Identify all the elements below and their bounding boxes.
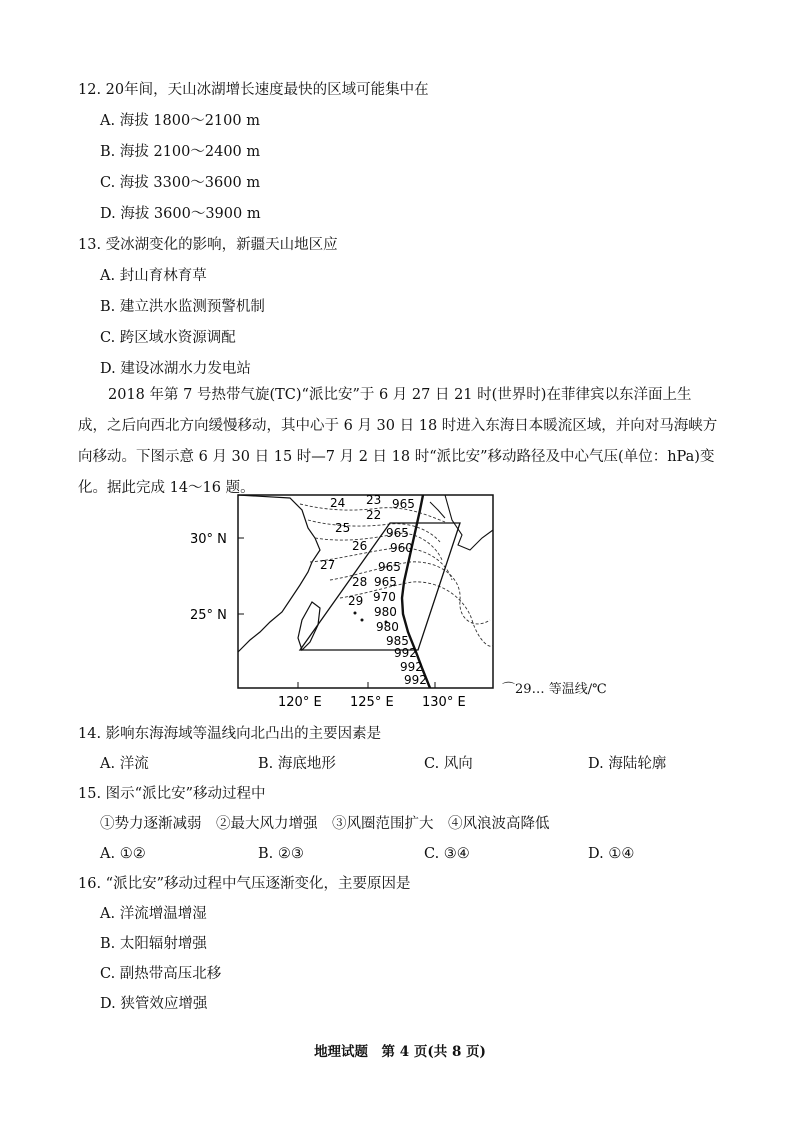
- q12-option-b: B. 海拔 2100～2400 m: [100, 144, 261, 160]
- legend-value: 29: [515, 682, 532, 697]
- legend-dash-icon: ⌒: [502, 682, 516, 697]
- q14-option-b: B. 海底地形: [258, 756, 336, 772]
- q13-option-a: A. 封山育林育草: [100, 268, 207, 284]
- intro-paragraph: 2018 年第 7 号热带气旋(TC)“派比安”于 6 月 27 日 21 时(世界时)在菲律宾以东洋面上生成，之后向西北方向缓慢移动，其中心于 6 月 30 日 18 时进入东海日本暖流区域，并向对马海峡方向移动。下图示意 6 月 30 日 15 时—7 月 2 日 18 时“派比安”移动路径及中心气压(单位：hPa)变化。据此完成 14～16 题。: [78, 387, 718, 496]
- pressure-label: 960: [390, 541, 413, 555]
- isotherm-line: [340, 582, 493, 646]
- pressure-label: 980: [376, 620, 399, 634]
- lon-label-130: 130° E: [422, 695, 466, 710]
- pressure-label: 980: [374, 605, 397, 619]
- legend-dash-icon: …: [531, 682, 549, 697]
- q15-option-c: C. ③④: [424, 846, 470, 862]
- isotherm-label: 22: [366, 508, 382, 522]
- q16-stem: 16. “派比安”移动过程中气压逐渐变化，主要原因是: [78, 876, 411, 892]
- isotherm-label: 29: [348, 594, 364, 608]
- island-dot: [354, 612, 357, 615]
- pressure-label: 992: [394, 646, 417, 660]
- isotherm-label: 23: [366, 493, 382, 507]
- q16-option-d: D. 狭管效应增强: [100, 996, 208, 1012]
- lon-label-120: 120° E: [278, 695, 322, 710]
- pressure-label: 965: [386, 526, 409, 540]
- isotherm-label: 24: [330, 496, 346, 510]
- pressure-label: 965: [392, 497, 415, 511]
- pressure-label: 965: [374, 575, 397, 589]
- pressure-label: 970: [373, 590, 396, 604]
- q15-option-a: A. ①②: [100, 846, 146, 862]
- page-footer: 地理试题 第 4 页(共 8 页): [314, 1044, 486, 1060]
- pressure-label: 992: [404, 673, 427, 687]
- q13-option-b: B. 建立洪水监测预警机制: [100, 299, 265, 315]
- q14-stem: 14. 影响东海海域等温线向北凸出的主要因素是: [78, 726, 382, 742]
- q13-option-d: D. 建设冰湖水力发电站: [100, 361, 251, 377]
- q15-statements: ①势力逐渐减弱 ②最大风力增强 ③风圈范围扩大 ④风浪波高降低: [100, 816, 550, 832]
- pressure-label: 992: [400, 660, 423, 674]
- q12-option-d: D. 海拔 3600～3900 m: [100, 206, 261, 222]
- isotherm-label: 27: [320, 558, 336, 572]
- lon-label-125: 125° E: [350, 695, 394, 710]
- island-dot: [361, 619, 364, 622]
- isotherm-label: 25: [335, 521, 351, 535]
- isotherm-label: 26: [352, 539, 368, 553]
- q12-option-c: C. 海拔 3300～3600 m: [100, 175, 261, 191]
- isotherm-label: 28: [352, 575, 368, 589]
- q13-stem: 13. 受冰湖变化的影响，新疆天山地区应: [78, 237, 338, 253]
- q14-option-c: C. 风向: [424, 756, 473, 772]
- korea-coast: [430, 502, 445, 518]
- lat-label-25: 25° N: [190, 608, 227, 623]
- pressure-label: 965: [378, 560, 401, 574]
- q12-stem: 12. 20年间，天山冰湖增长速度最快的区域可能集中在: [78, 82, 429, 98]
- q12-option-a: A. 海拔 1800～2100 m: [100, 113, 260, 129]
- q15-option-b: B. ②③: [258, 846, 304, 862]
- q15-stem: 15. 图示“派比安”移动过程中: [78, 786, 266, 802]
- legend-text: 等温线/℃: [548, 682, 607, 697]
- china-coastline: [238, 495, 320, 652]
- isotherm-line: [330, 562, 490, 624]
- q15-option-d: D. ①④: [588, 846, 635, 862]
- q13-option-c: C. 跨区域水资源调配: [100, 330, 236, 346]
- q16-option-c: C. 副热带高压北移: [100, 966, 222, 982]
- lat-label-30: 30° N: [190, 532, 227, 547]
- pressure-label: 985: [386, 634, 409, 648]
- q14-option-a: A. 洋流: [100, 756, 149, 772]
- q16-option-b: B. 太阳辐射增强: [100, 936, 207, 952]
- q14-option-d: D. 海陆轮廓: [588, 756, 667, 772]
- q16-option-a: A. 洋流增温增湿: [100, 906, 207, 922]
- map-legend: [502, 678, 607, 697]
- isotherm-line: [315, 533, 442, 560]
